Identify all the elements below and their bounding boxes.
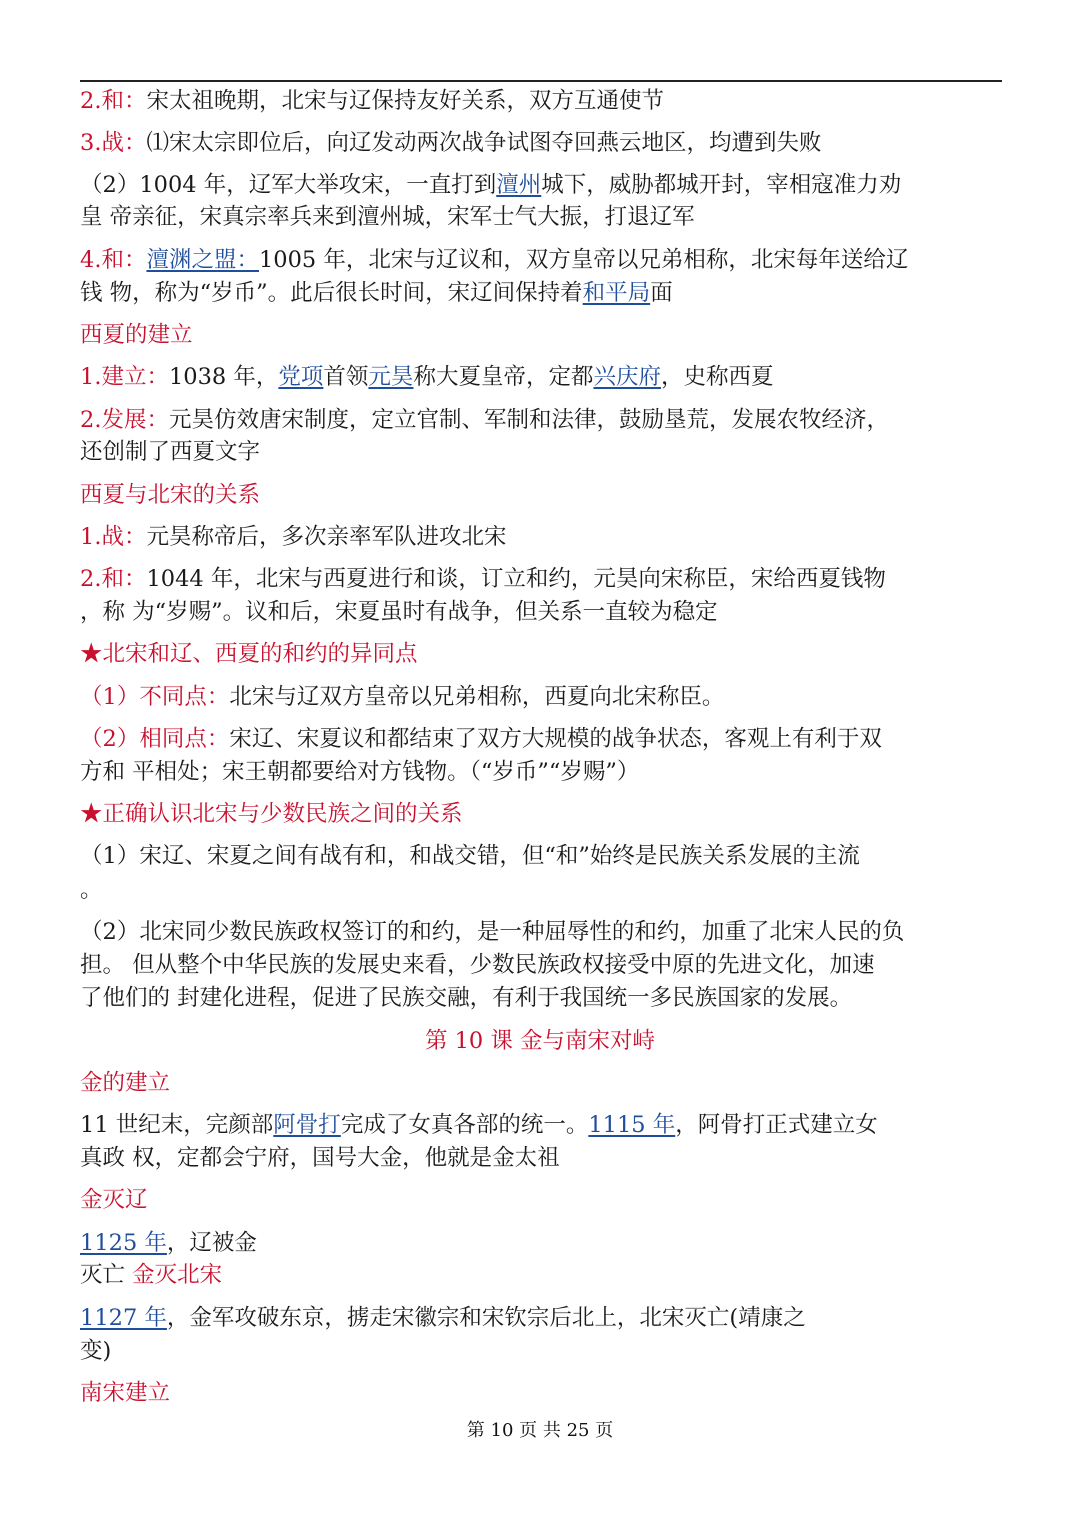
label: （2）相同点： [80, 726, 230, 752]
label: （1）不同点： [80, 684, 230, 710]
label: 南宋建立 [80, 1380, 171, 1406]
text-line [80, 723, 1010, 756]
text-segment: 还创制了西夏文字 [80, 439, 261, 465]
label: 2.和： [80, 88, 147, 114]
section-heading [80, 1184, 1010, 1217]
label: 3.战： [80, 130, 147, 156]
label: ★正确认识北宋与少数民族之间的关系 [80, 801, 463, 827]
text-line [80, 1109, 1010, 1142]
text-segment: ，称 为“岁赐”。议和后，宋夏虽时有战争，但关系一直较为稳定 [80, 599, 718, 625]
label: 金的建立 [80, 1070, 171, 1096]
text-line [80, 916, 1010, 949]
text-line [80, 949, 1010, 982]
key-term: 兴庆府 [593, 364, 661, 390]
text-line [80, 521, 1010, 554]
text-line [80, 277, 1010, 310]
key-term: 1127 年 [80, 1305, 167, 1331]
text-segment: 面 [650, 280, 673, 306]
text-segment: ，辽被金 [166, 1230, 257, 1256]
text-segment: 首领 [323, 364, 369, 390]
text-segment: 担。 但从整个中华民族的发展史来看，少数民族政权接受中原的先进文化，加速 [80, 952, 875, 978]
section-heading [80, 1377, 1010, 1410]
text-segment: 1038 年， [168, 364, 279, 390]
page-footer: 第 10 页 共 25 页 [466, 1420, 614, 1441]
text-line [80, 1142, 1010, 1175]
text-segment: （2）北宋同少数民族政权签订的和约，是一种屈辱性的和约，加重了北宋人民的负 [80, 919, 905, 945]
text-line [80, 404, 1010, 437]
text-line [80, 85, 1010, 118]
text-line [80, 244, 1010, 277]
text-line [80, 436, 1010, 469]
text-segment: ，史称西夏 [660, 364, 774, 390]
text-segment: ，阿骨打正式建立女 [675, 1112, 878, 1138]
lesson-title [0, 1025, 1080, 1058]
label: 1.战： [80, 524, 147, 550]
text-segment: 元昊仿效唐宋制度，定立官制、军制和法律，鼓励垦荒，发展农牧经济， [168, 407, 889, 433]
text-segment: 钱 物，称为“岁币”。此后很长时间，宋辽间保持着 [80, 280, 583, 306]
text-segment: 方和 平相处；宋王朝都要给对方钱物。（“岁币”“岁赐”） [80, 759, 640, 785]
text-segment: 完成了女真各部的统一。 [340, 1112, 589, 1138]
text-segment: （2）1004 年，辽军大举攻宋，一直打到 [80, 172, 497, 198]
text-line [80, 361, 1010, 394]
text-line [80, 201, 1010, 234]
text-segment: 宋辽、宋夏议和都结束了双方大规模的战争状态，客观上有利于双 [229, 726, 882, 752]
text-line [80, 756, 1010, 789]
label: 金灭北宋 [132, 1262, 223, 1288]
key-term: 阿骨打 [273, 1112, 341, 1138]
key-term: 澶渊之盟： [146, 247, 259, 273]
text-segment: 11 世纪末，完颜部 [80, 1112, 274, 1138]
text-segment: 1044 年，北宋与西夏进行和谈，订立和约，元昊向宋称臣，宋给西夏钱物 [146, 566, 886, 592]
text-segment: 北宋与辽双方皇帝以兄弟相称，西夏向北宋称臣。 [229, 684, 725, 710]
text-line [80, 1335, 1010, 1368]
text-segment: 1005 年，北宋与辽议和，双方皇帝以兄弟相称，北宋每年送给辽 [258, 247, 909, 273]
label: 西夏的建立 [80, 322, 193, 348]
text-line [80, 982, 1010, 1015]
label: 金灭辽 [80, 1187, 148, 1213]
text-segment: ⑴宋太宗即位后，向辽发动两次战争试图夺回燕云地区，均遭到失败 [146, 130, 822, 156]
text-line [80, 840, 1010, 873]
text-line [80, 1302, 1010, 1335]
text-segment: 了他们的 封建化进程，促进了民族交融，有利于我国统一多民族国家的发展。 [80, 985, 853, 1011]
key-term: 澶州 [496, 172, 542, 198]
label: 2.和： [80, 566, 147, 592]
label: 2.发展： [80, 407, 169, 433]
text-segment: 城下，威胁都城开封，宰相寇准力劝 [541, 172, 902, 198]
text-line [80, 1227, 1010, 1260]
text-segment: 称大夏皇帝，定都 [413, 364, 594, 390]
key-term: 1115 年 [588, 1112, 676, 1138]
label: 第 10 课 金与南宋对峙 [424, 1028, 656, 1054]
label: 西夏与北宋的关系 [80, 482, 261, 508]
section-heading [80, 638, 1010, 671]
text-line [80, 169, 1010, 202]
key-term: 1125 年 [80, 1230, 167, 1256]
section-heading [80, 479, 1010, 512]
text-line [80, 1259, 1010, 1292]
text-segment: 灭亡 [80, 1262, 133, 1288]
label: ★北宋和辽、西夏的和约的异同点 [80, 641, 418, 667]
text-segment: 。 [80, 877, 103, 903]
text-segment: 真政 权，定都会宁府，国号大金，他就是金太祖 [80, 1145, 560, 1171]
label: 1.建立： [80, 364, 169, 390]
text-segment: 皇 帝亲征，宋真宗率兵来到澶州城，宋军士气大振，打退辽军 [80, 204, 695, 230]
section-heading [80, 1067, 1010, 1100]
text-line [80, 127, 1010, 160]
text-line [80, 874, 1010, 907]
label: 4.和： [80, 247, 147, 273]
text-line [80, 681, 1010, 714]
top-divider [80, 80, 1002, 82]
section-heading [80, 319, 1010, 352]
text-segment: 元昊称帝后，多次亲率军队进攻北宋 [146, 524, 507, 550]
text-line [80, 596, 1010, 629]
text-segment: ，金军攻破东京，掳走宋徽宗和宋钦宗后北上，北宋灭亡(靖康之 [166, 1305, 806, 1331]
key-term: 党项 [278, 364, 324, 390]
section-heading [80, 798, 1010, 831]
text-segment: 宋太祖晚期，北宋与辽保持友好关系，双方互通使节 [146, 88, 664, 114]
key-term: 和平局 [582, 280, 651, 306]
key-term: 元昊 [368, 364, 414, 390]
text-segment: （1）宋辽、宋夏之间有战有和，和战交错，但“和”始终是民族关系发展的主流 [80, 843, 860, 869]
text-line [80, 563, 1010, 596]
text-segment: 变) [80, 1338, 112, 1364]
